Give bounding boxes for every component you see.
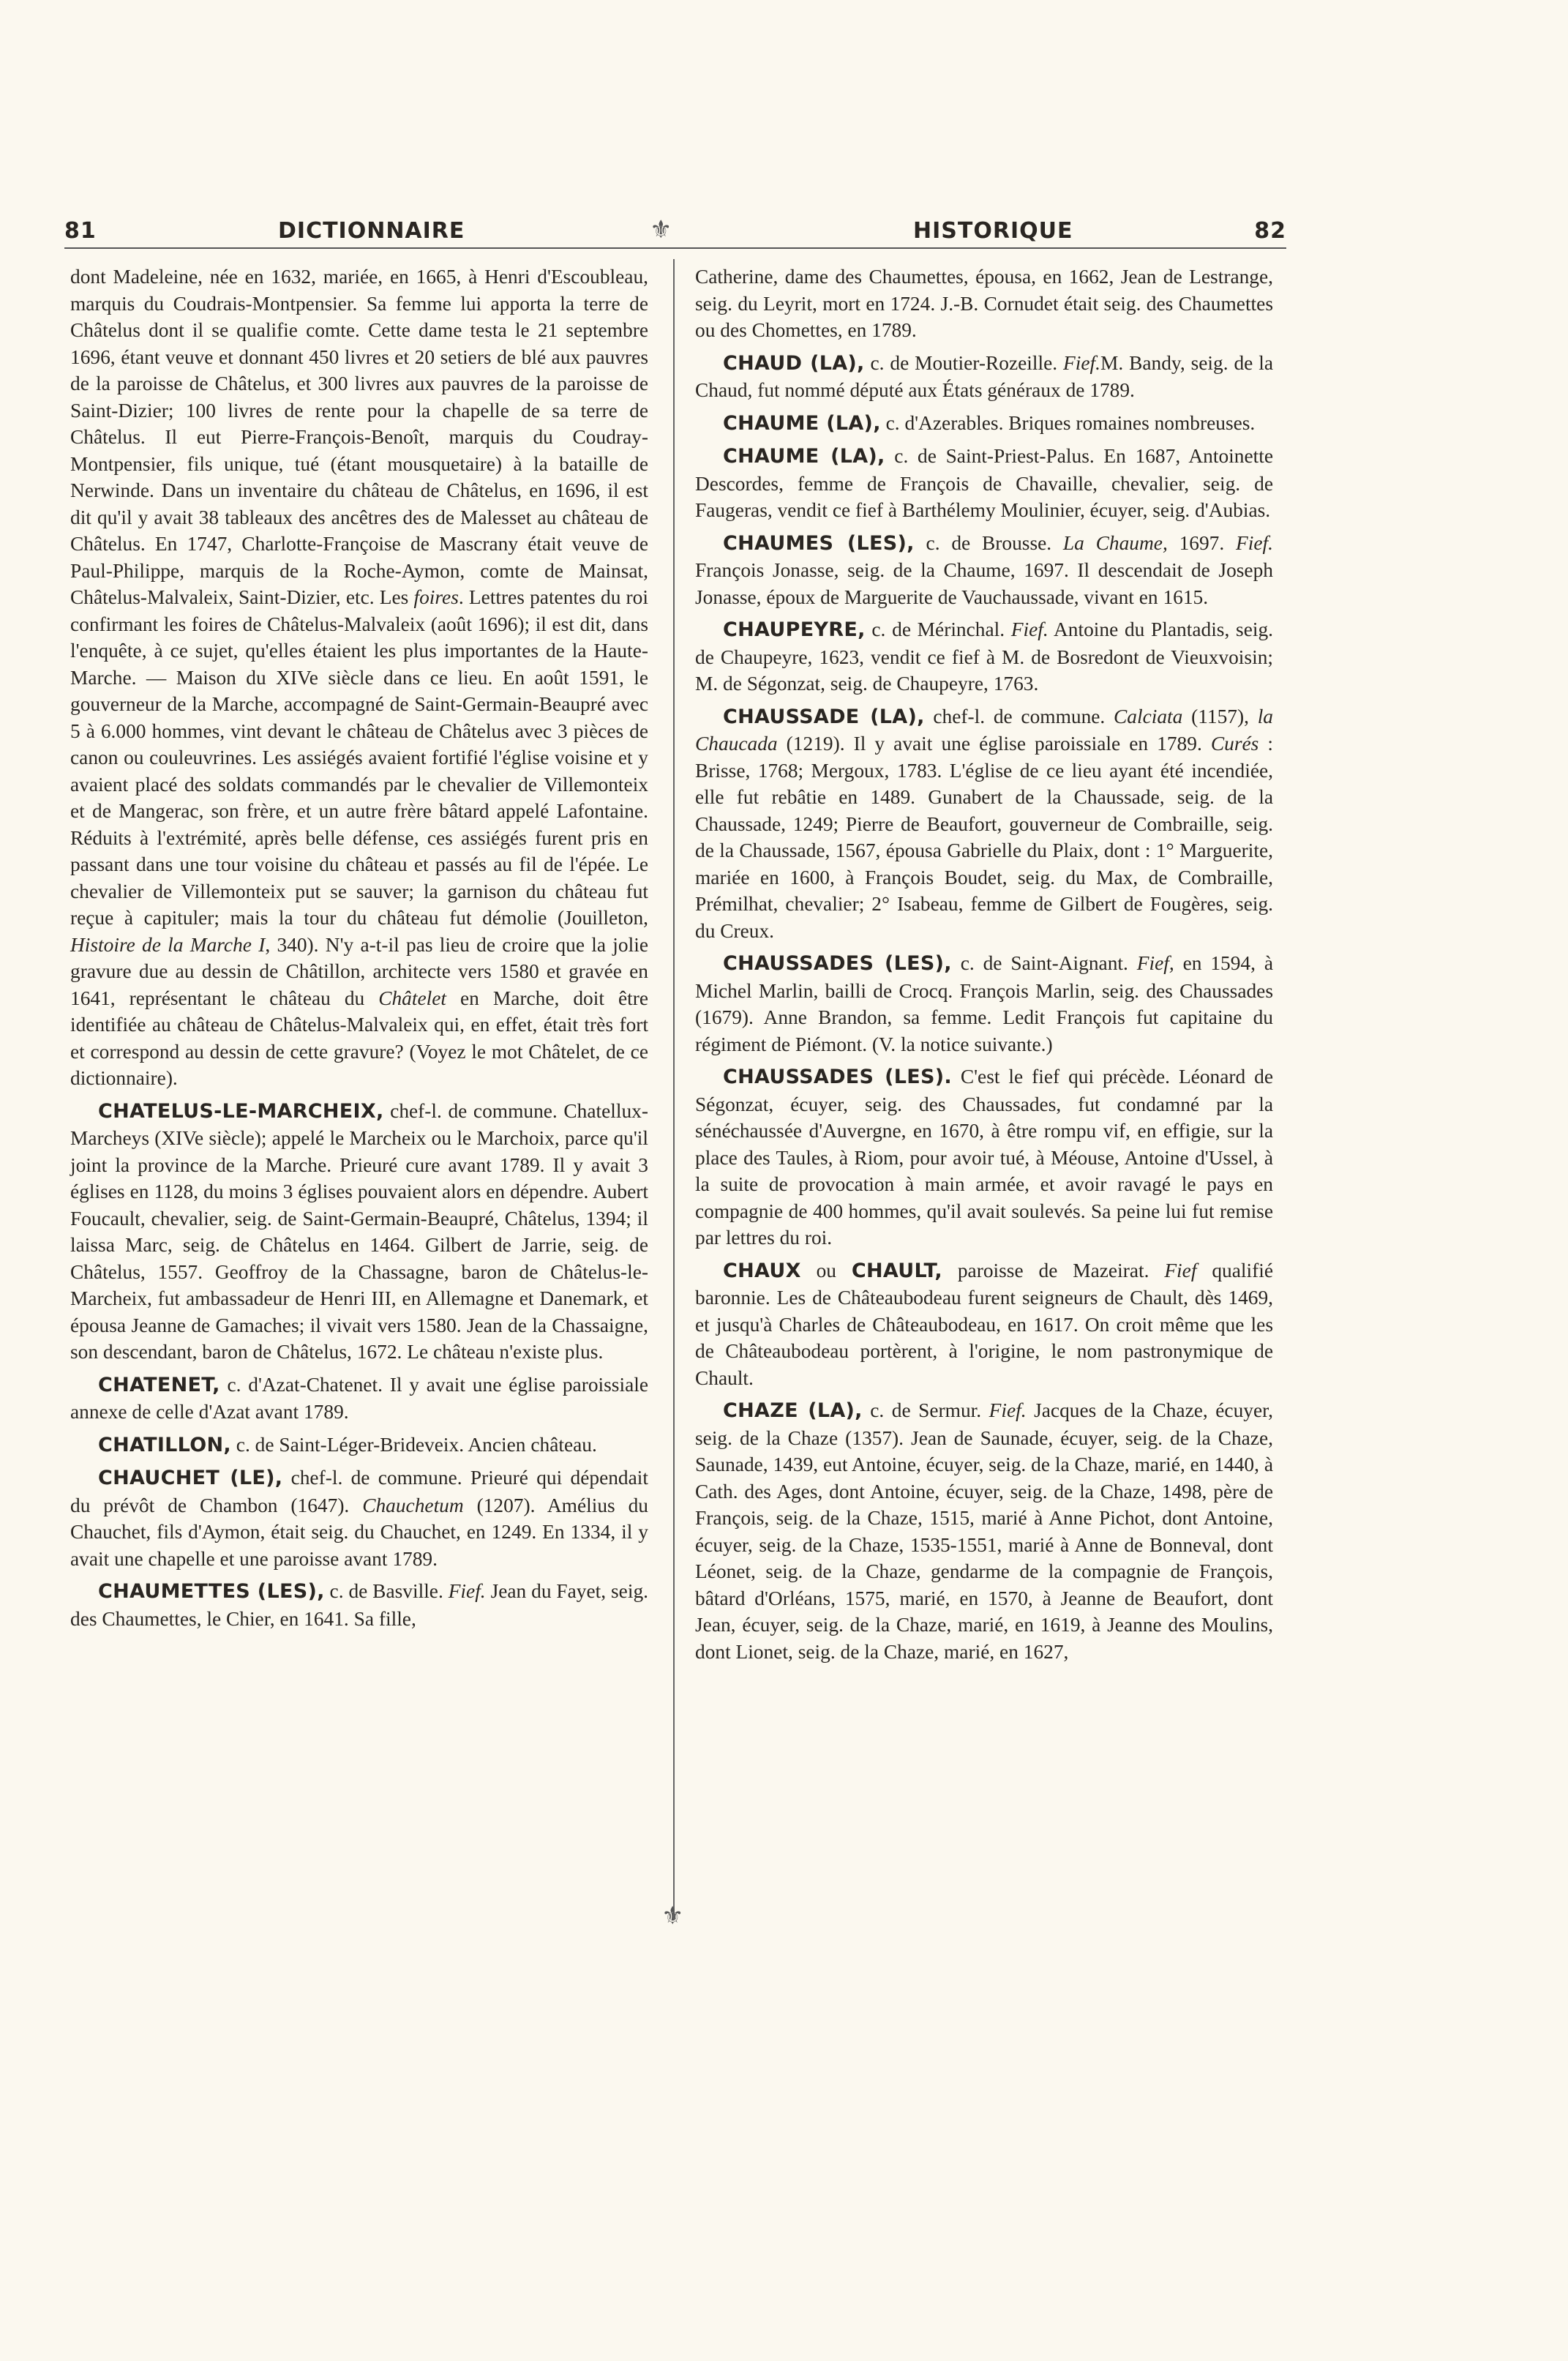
column-divider [673,259,675,1920]
entry-headword: CHAUPEYRE, [723,618,866,641]
entry-headword: CHAUX [723,1259,801,1282]
entry-headword: CHAUSSADE (LA), [723,705,925,728]
right-page-number: 82 [1254,218,1286,244]
entry-headword: CHAUME (LA), [723,411,881,435]
entry-headword: CHATENET, [98,1373,220,1396]
right-column [695,263,1273,1671]
entry-chaussades-saint-aignant: CHAUSSADES (LES), c. de Saint-Aignant. Fief, en 1594, à Michel Marlin, bailli de Crocq. François Marlin, seig. des Chaussades (1679). Anne Brandon, sa femme. Ledit François fut capitaine du régiment de Piémont. (V. la notice suivante.) [695,952,1273,1055]
entry-headword: CHATILLON, [98,1433,231,1456]
entry-headword: CHAUME (LA), [723,445,885,468]
entry-chatelus-le-marcheix: CHATELUS-LE-MARCHEIX, chef-l. de commune. Chatellux-Marcheys (XIVe siècle); appelé le Marcheix ou le Marchoix, parce qu'il joint la province de la Marche. Prieuré cure avant 1789. Il y avait 3 églises en 1128, du moins 3 églises pouvaient alors en dépendre. Aubert Foucault, chevalier, seig. de Saint-Germain-Beaupré, Châtelus, 1394; il laissa Marc, seig. de Châtelus en 1464. Gilbert de Jarrie, seig. de Châtelus, 1557. Geoffroy de la Chassagne, baron de Châtelus-le-Marcheix, fut ambassadeur de Henri III, en Allemagne et Danemark, et épousa Jeanne de Gamaches; il vivait vers 1580. Jean de la Chassaigne, son descendant, baron de Châtelus, 1672. Le château n'existe plus. [70,1099,648,1363]
right-running-title: HISTORIQUE [913,218,1073,244]
entry-headword: CHAUMES (LES), [723,531,915,555]
entry-headword: CHAUSSADES (LES), [723,952,952,975]
entry-chaume-saint-priest: CHAUME (LA), c. de Saint-Priest-Palus. En 1687, Antoinette Descordes, femme de François de Chavaille, chevalier, seig. de Faugeras, vendit ce fief à Barthélemy Moulinier, écuyer, seig. d'Aubias. [695,445,1273,521]
left-running-title: DICTIONNAIRE [278,218,465,244]
entry-chaussade: CHAUSSADE (LA), chef-l. de commune. Calciata (1157), la Chaucada (1219). Il y avait une église paroissiale en 1789. Curés : Brisse, 1768; Mergoux, 1783. L'église de ce lieu ayant été incendiée, elle fut rebâtie en 1489. Gunabert de la Chaussade, seig. de la Chaussade, 1249; Pierre de Beaufort, gouverneur de Combraille, seig. de la Chaussade, 1567, épousa Gabrielle du Plaix, dont : 1° Marguerite, mariée en 1600, à François Boudet, seig. du Max, de Combraille, Prémilhat, chevalier; 2° Isabeau, femme de Gilbert de Fougères, seig. du Creux. [695,705,1273,942]
entry-headword: CHAUSSADES (LES). [723,1066,952,1088]
entry-headword: CHAUMETTES (LES), [98,1580,325,1603]
entry-chaud: CHAUD (LA), c. de Moutier-Rozeille. Fief.M. Bandy, seig. de la Chaud, fut nommé député aux États généraux de 1789. [695,351,1273,401]
entry-chaupeyre: CHAUPEYRE, c. de Mérinchal. Fief. Antoine du Plantadis, seig. de Chaupeyre, 1623, vendit ce fief à M. de Bosredont de Vieuxvoisin; M. de Ségonzat, seig. de Chaupeyre, 1763. [695,618,1274,695]
entry-chauchet: CHAUCHET (LE), chef-l. de commune. Prieuré qui dépendait du prévôt de Chambon (1647). Chauchetum (1207). Amélius du Chauchet, fils d'Aymon, était seig. du Chauchet, en 1249. En 1334, il y avait une chapelle et une paroisse avant 1789. [70,1467,648,1570]
entry-headword: CHATELUS-LE-MARCHEIX, [98,1099,384,1123]
entry-chatenet: CHATENET, c. d'Azat-Chatenet. Il y avait une église paroissiale annexe de celle d'Azat avant 1789. [70,1373,648,1423]
entry-chaze: CHAZE (LA), c. de Sermur. Fief. Jacques de la Chaze, écuyer, seig. de la Chaze (1357). Jean de Saunade, écuyer, seig. de la Chaze, Saunade, 1439, eut Antoine, écuyer, seig. de la Chaze, marié, en 1440, à Cath. des Ages, dont Antoine, écuyer, seig. de la Chaze, 1498, père de François, seig. de la Chaze, 1515, marié à Anne Pichot, dont Antoine, écuyer, seig. de la Chaze, 1535-1551, marié à Anne de Bonneval, dont Léonet, seig. de la Chaze, gendarme de la compagnie de François, bâtard d'Orléans, 1575, marié, en 1570, à Jeanne de Beaufort, dont Jean, écuyer, seig. de la Chaze, marié, en 1619, à Jeanne des Moulins, dont Lionet, seig. de la Chaze, marié, en 1627, [695,1399,1273,1663]
fleuron-ornament-icon: ⚜ [650,217,672,244]
left-column [70,263,648,1638]
running-header [64,218,1286,249]
continued-entry-paragraph: dont Madeleine, née en 1632, mariée, en 1665, à Henri d'Escoubleau, marquis du Coudrais-Montpensier. Sa femme lui apporta la terre de Châtelus dont il se qualifie comte. Cette dame testa le 21 septembre 1696, étant veuve et donnant 450 livres et 20 setiers de blé aux pauvres de la paroisse de Châtelus, et 300 livres aux pauvres de la paroisse de Saint-Dizier; 100 livres de rente pour la chapelle de sa terre de Châtelus. Il eut Pierre-François-Benoît, marquis du Coudray-Montpensier, fils unique, tué (étant mousquetaire) à la bataille de Nerwinde. Dans un inventaire du château de Châtelus, en 1696, il est dit qu'il y avait 38 tableaux des ancêtres des de Malesset au château de Châtelus. En 1747, Charlotte-Françoise de Mascrany était veuve de Paul-Philippe, marquis de la Roche-Aymon, comte de Mainsat, Châtelus-Malvaleix, Saint-Dizier, etc. Les foires. Lettres patentes du roi confirmant les foires de Châtelus-Malvaleix (août 1696); il est dit, dans l'enquête, à ce sujet, qu'elles étaient les plus importantes de la Haute-Marche. — Maison du XIVe siècle dans ce lieu. En août 1591, le gouverneur de la Marche, accompagné de Saint-Germain-Beaupré avec 5 à 6.000 hommes, vint devant le château de Châtelus avec 3 pièces de canon ou couleuvrines. Les assiégés avaient fortifié l'église voisine et y avaient placé des soldats commandés par le chevalier de Villemonteix et de Mangerac, son frère, et un autre frère bâtard appelé Lafontaine. Réduits à l'extrémité, après belle défense, ces assiégés furent pris en passant dans une tour voisine du château et passés au fil de l'épée. Le chevalier de Villemonteix put se sauver; la garnison du château fut reçue à capituler; mais la tour du château fut démolie (Jouilleton, Histoire de la Marche I, 340). N'y a-t-il pas lieu de croire que la jolie gravure due au dessin de Châtillon, architecte vers 1580 et gravée en 1641, représentant le château du Châtelet en Marche, doit être identifiée au château de Châtelus-Malvaleix qui, en effet, était très fort et correspond au dessin de cette gravure? (Voyez le mot Châtelet, de ce dictionnaire). [70,266,648,1089]
fleuron-ornament-icon: ⚜ [661,1903,684,1930]
entry-headword: CHAZE (LA), [723,1399,863,1422]
entry-chaumettes: CHAUMETTES (LES), c. de Basville. Fief. Jean du Fayet, seig. des Chaumettes, le Chier, en 1641. Sa fille, [70,1580,648,1630]
entry-chaux: CHAUX ou CHAULT, paroisse de Mazeirat. Fief qualifié baronnie. Les de Châteaubodeau furent seigneurs de Chault, dès 1469, et jusqu'à Charles de Châteaubodeau, en 1617. On croit même que les de Châteaubodeau portèrent, à l'origine, le nom pastronymique de Chault. [695,1259,1273,1389]
entry-chaumes: CHAUMES (LES), c. de Brousse. La Chaume, 1697. Fief. François Jonasse, seig. de la Chaume, 1697. Il descendait de Joseph Jonasse, époux de Marguerite de Vauchaussade, vivant en 1615. [695,531,1273,608]
entry-headword: CHAUD (LA), [723,351,865,375]
entry-headword: CHAULT, [851,1259,942,1282]
entry-chaussades-fief: CHAUSSADES (LES). C'est le fief qui précède. Léonard de Ségonzat, écuyer, seig. des Chaussades, fut condamné par la sénéchaussée d'Auvergne, en 1670, à être rompu vif, en effigie, sur la place des Taules, à Riom, pour avoir tué, à Méouse, Antoine d'Ussel, à la suite de provocation à main armée, et avoir ravagé le pays en compagnie de 400 hommes, qu'il avait soulevés. Sa peine lui fut remise par lettres du roi. [695,1066,1273,1249]
left-page-number: 81 [64,218,97,244]
continued-entry-paragraph: Catherine, dame des Chaumettes, épousa, en 1662, Jean de Lestrange, seig. du Leyrit, mort en 1724. J.-B. Cornudet était seig. des Chaumettes ou des Chomettes, en 1789. [695,266,1273,341]
entry-chatillon: CHATILLON, c. de Saint-Léger-Brideveix. Ancien château. [98,1433,597,1456]
entry-chaume-azerables: CHAUME (LA), c. d'Azerables. Briques romaines nombreuses. [723,411,1256,435]
entry-headword: CHAUCHET (LE), [98,1467,283,1489]
